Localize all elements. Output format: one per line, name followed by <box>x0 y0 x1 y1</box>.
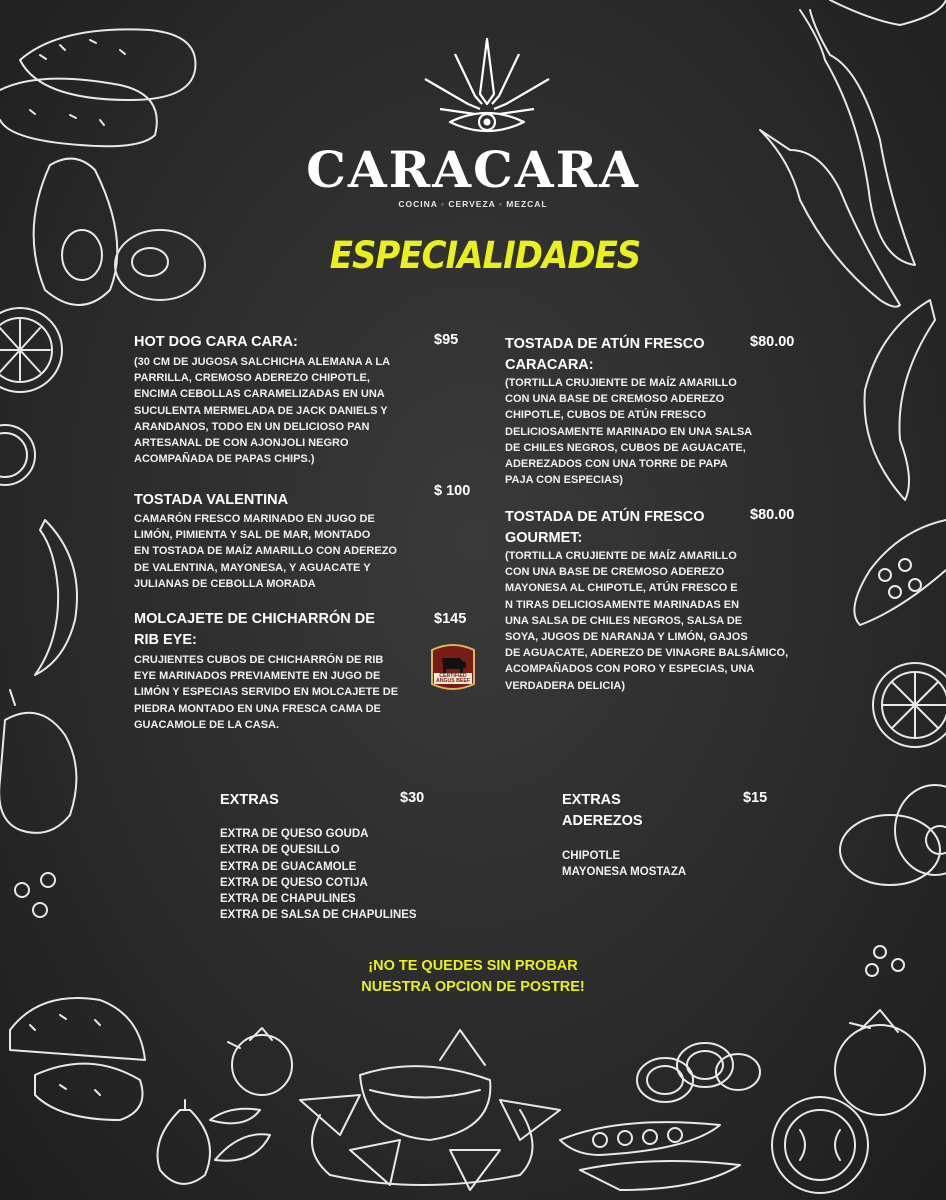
onion-doodle <box>637 1043 760 1102</box>
item-name-tostada-caracara: TOSTADA DE ATÚN FRESCO CARACARA: <box>505 336 705 373</box>
tomato-doodle <box>772 1010 925 1193</box>
item-name-hot-dog: HOT DOG CARA CARA: <box>134 334 298 350</box>
guacamole-bowl-doodle <box>300 1030 560 1190</box>
item-price-molcajete: $145 <box>434 611 467 627</box>
brand-tagline: COCINA ◦ CERVEZA ◦ MEZCAL <box>398 199 548 209</box>
extras-list <box>220 826 417 924</box>
avocado-doodle <box>34 159 205 305</box>
peapod-doodle <box>560 1122 740 1190</box>
item-price-tostada-valentina: $ 100 <box>434 483 471 499</box>
chili-doodle <box>35 520 77 675</box>
corn-doodle <box>854 520 946 625</box>
item-desc-molcajete: CRUJIENTES CUBOS DE CHICHARRÓN DE RIB EYE MARINADOS PREVIAMENTE EN JUGO DE LIMÓN Y ESPECIAS SERVIDO EN MOLCAJETE DE PIEDRA MONTADO EN UNA FRESCA CAMA DE GUACAMOLE DE LA CASA. <box>134 654 399 731</box>
item-price-tostada-caracara: $80.00 <box>750 334 795 350</box>
taco-doodle <box>10 998 145 1120</box>
beans-right-doodle <box>866 946 904 976</box>
badge-text: CERTIFIED ANGUS BEEF <box>435 673 470 685</box>
list-item: EXTRA DE CHAPULINES <box>220 893 356 906</box>
burrito-doodle <box>0 29 195 146</box>
extras-price: $30 <box>400 790 425 806</box>
leaf-doodle <box>210 1109 270 1161</box>
extras-aderezos-list <box>562 848 686 881</box>
item-name-tostada-gourmet: TOSTADA DE ATÚN FRESCO GOURMET: <box>505 509 705 546</box>
list-item: CHIPOTLE <box>562 850 621 862</box>
tomato-small-doodle <box>228 1028 292 1095</box>
agave-eye-logo-icon <box>420 34 554 144</box>
avocado-right-doodle <box>840 785 946 885</box>
item-desc-tostada-gourmet: (TORTILLA CRUJIENTE DE MAÍZ AMARILLO CON UNA BASE DE CREMOSO ADEREZO MAYONESA AL CHIPOTLE, ATÚN FRESCO E N TIRAS DELICIOSAMENTE MARINADAS EN UNA SALSA DE CHILES NEGROS, SALSA DE SOYA, JUGOS DE NARANJA Y LIMÓN, GAJOS DE AGUACATE, ADEREZO DE VINAGRE BALSÁMICO, ACOMPAÑADOS CON PORO Y ESPECIAS, UNA VERDADERA DELICIA) <box>505 550 789 692</box>
extras-aderezos-price: $15 <box>743 790 768 806</box>
item-desc-tostada-caracara: (TORTILLA CRUJIENTE DE MAÍZ AMARILLO CON UNA BASE DE CREMOSO ADEREZO CHIPOTLE, CUBOS DE ATÚN FRESCO DELICIOSAMENTE MARINADO EN UNA SALSA DE CHILES NEGROS, CUBOS DE AGUACATE, ADEREZADOS CON UNA TORRE DE PAPA PAJA CON ESPECIAS) <box>505 377 753 487</box>
extras-title: EXTRAS <box>220 792 279 808</box>
pepper-doodle <box>0 690 76 833</box>
item-price-hot-dog: $95 <box>434 332 459 348</box>
item-name-molcajete: MOLCAJETE DE CHICHARRÓN DE RIB EYE: <box>134 611 375 648</box>
list-item: EXTRA DE QUESILLO <box>220 844 340 857</box>
brand-name: CARACARA <box>306 140 640 199</box>
list-item: EXTRA DE QUESO COTIJA <box>220 876 368 889</box>
list-item: EXTRA DE SALSA DE CHAPULINES <box>220 909 417 922</box>
garlic-doodle <box>158 1100 211 1184</box>
lime-doodle <box>0 308 62 485</box>
list-item: MAYONESA MOSTAZA <box>562 866 687 879</box>
list-item: EXTRA DE GUACAMOLE <box>220 860 357 873</box>
section-title: ESPECIALIDADES <box>329 234 641 278</box>
beans-doodle <box>15 873 55 917</box>
list-item: EXTRA DE QUESO GOUDA <box>220 828 369 840</box>
orange-doodle <box>873 663 946 747</box>
item-desc-hot-dog: (30 CM DE JUGOSA SALCHICHA ALEMANA A LA PARRILLA, CREMOSO ADEREZO CHIPOTLE, ENCIMA CEBOLLAS CARAMELIZADAS EN UNA SUCULENTA MERMELADA DE JACK DANIELS Y ARANDANOS, TODO EN UN DELICIOSO PAN ARTESANAL DE CON AJONJOLI NEGRO ACOMPAÑADA DE PAPAS CHIPS.) <box>134 356 391 466</box>
item-name-tostada-valentina: TOSTADA VALENTINA <box>134 492 289 508</box>
item-price-tostada-gourmet: $80.00 <box>750 507 795 523</box>
item-desc-tostada-valentina: CAMARÓN FRESCO MARINADO EN JUGO DE LIMÓN, PIMIENTA Y SAL DE MAR, MONTADO EN TOSTADA DE MAÍZ AMARILLO CON ADEREZO DE VALENTINA, MAYONESA, Y AGUACATE Y JULIANAS DE CEBOLLA MORADA <box>134 513 397 590</box>
extras-aderezos-title: EXTRAS ADEREZOS <box>562 792 643 829</box>
dessert-promo: ¡NO TE QUEDES SIN PROBAR NUESTRA OPCION DE POSTRE! <box>361 958 585 995</box>
certified-angus-beef-badge <box>428 640 478 692</box>
